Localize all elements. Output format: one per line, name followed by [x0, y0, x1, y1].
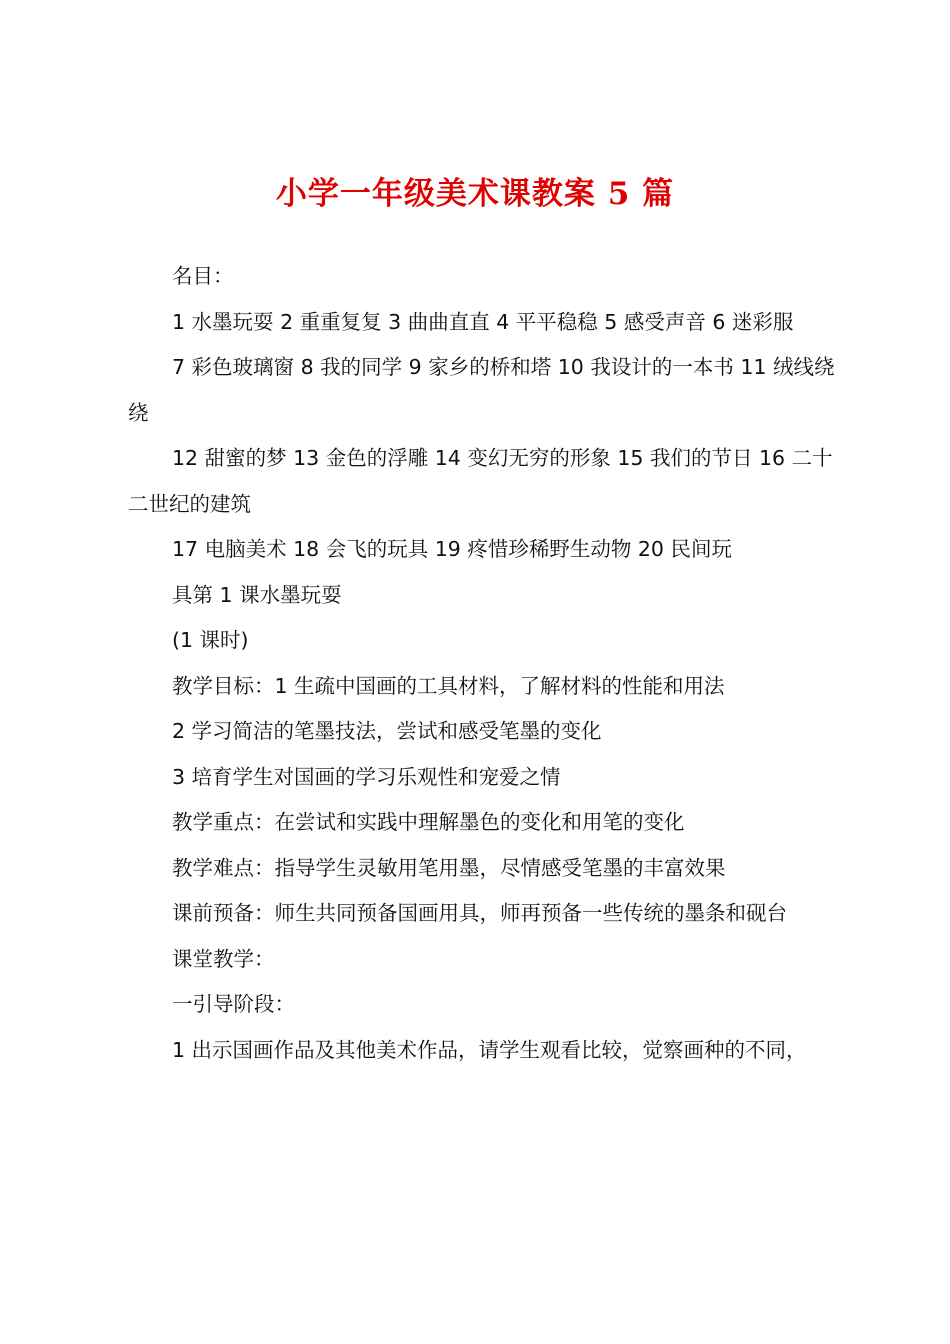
guidance-stage-heading: 一引导阶段：	[172, 992, 295, 1016]
lesson-1-heading: 具第 1 课水墨玩耍	[172, 582, 342, 607]
teaching-goal-3: 3 培育学生对国画的学习乐观性和宠爱之情	[172, 764, 561, 789]
table-of-contents-heading: 名目：	[172, 264, 234, 288]
document-body	[128, 254, 838, 1073]
contents-line-1: 1 水墨玩耍 2 重重复复 3 曲曲直直 4 平平稳稳 5 感受声音 6 迷彩服	[172, 309, 794, 334]
preparation: 课前预备：师生共同预备国画用具，师再预备一些传统的墨条和砚台	[172, 901, 787, 925]
teaching-goal-1: 教学目标：1 生疏中国画的工具材料，了解材料的性能和用法	[172, 673, 725, 698]
contents-line-4: 17 电脑美术 18 会飞的玩具 19 疼惜珍稀野生动物 20 民间玩	[172, 537, 732, 561]
teaching-goal-2: 2 学习简洁的笔墨技法，尝试和感受笔墨的变化	[172, 719, 602, 743]
contents-line-2: 7 彩色玻璃窗 8 我的同学 9 家乡的桥和塔 10 我设计的一本书 11 绒线绕绕	[128, 355, 835, 425]
lesson-duration: (1 课时)	[172, 628, 249, 652]
contents-line-3: 12 甜蜜的梦 13 金色的浮雕 14 变幻无穷的形象 15 我们的节日 16 二十二世纪的建筑	[128, 446, 833, 516]
document-title: 小学一年级美术课教案 5 篇	[275, 176, 675, 212]
classroom-teaching-heading: 课堂教学：	[172, 946, 275, 971]
guidance-step-1: 1 出示国画作品及其他美术作品，请学生观看比较，觉察画种的不同，	[172, 1037, 807, 1062]
teaching-focus: 教学重点：在尝试和实践中理解墨色的变化和用笔的变化	[172, 810, 685, 834]
teaching-difficulty: 教学难点：指导学生灵敏用笔用墨，尽情感受笔墨的丰富效果	[172, 855, 726, 880]
